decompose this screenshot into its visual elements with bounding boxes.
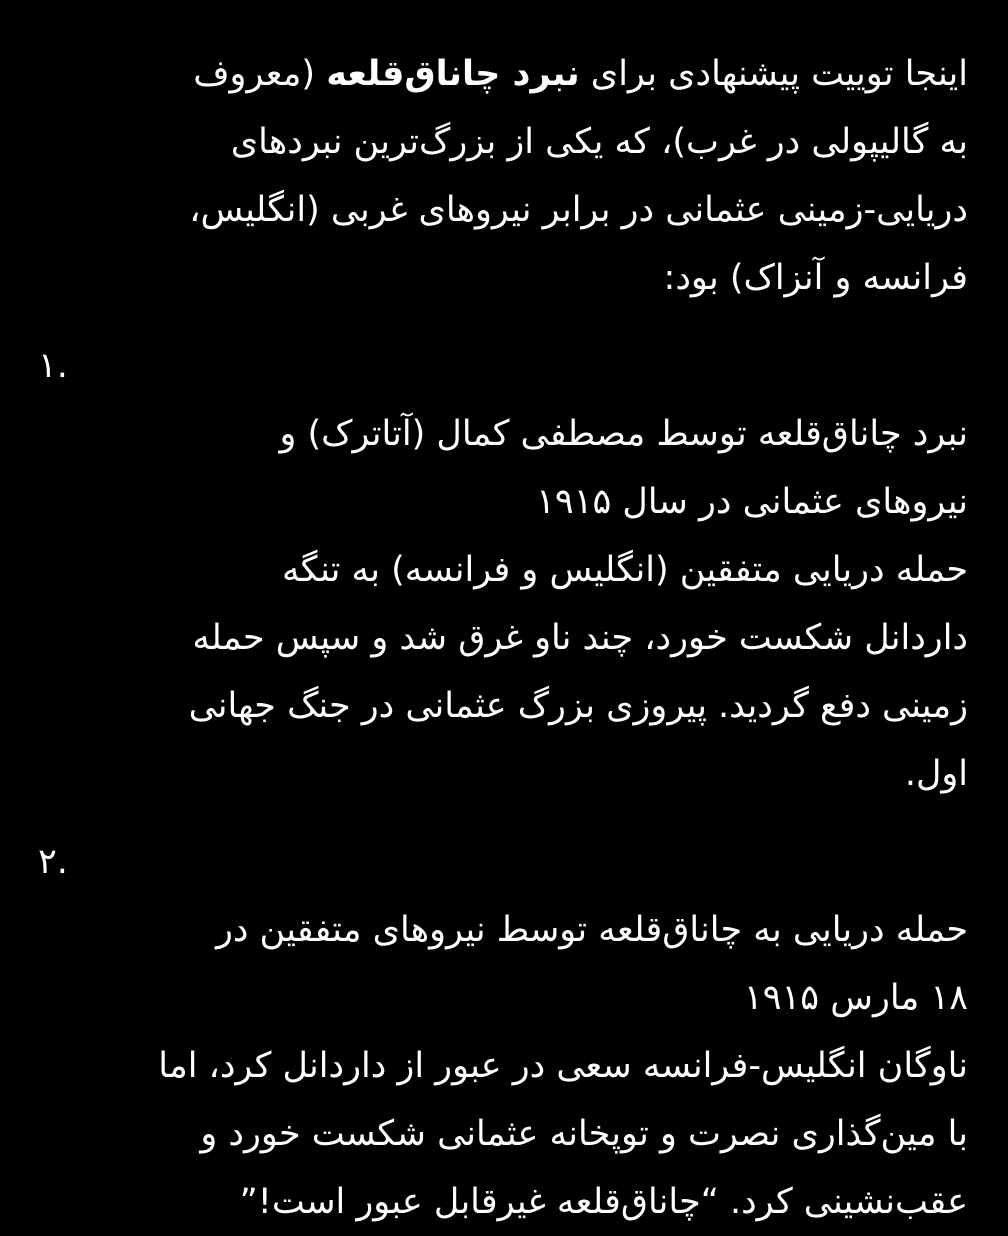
item-1-line: نبرد چاناق‌قلعه توسط مصطفی کمال (آتاترک) و <box>279 414 968 454</box>
intro-line-1-end: (معروف <box>193 54 327 94</box>
item-1-line: اول. <box>904 754 968 794</box>
item-1-line: زمینی دفع گردید. پیروزی بزرگ عثمانی در جنگ جهانی <box>188 686 968 726</box>
intro-line-1 <box>38 40 968 108</box>
paragraph-gap <box>38 312 968 332</box>
item-2-line: حمله دریایی به چاناق‌قلعه توسط نیروهای متفقین در <box>215 910 968 950</box>
intro-line-4: فرانسه و آنزاک) بود: <box>663 258 968 298</box>
item-2-line: با مین‌گذاری نصرت و توپخانه عثمانی شکست خورد و <box>200 1114 968 1154</box>
paragraph-gap <box>38 808 968 828</box>
intro-line-2: به گالیپولی در غرب)، که یکی از بزرگ‌ترین نبردهای <box>230 122 968 162</box>
item-2-line: ناوگان انگلیس-فرانسه سعی در عبور از داردانل کرد، اما <box>158 1046 968 1086</box>
item-2-line: ۱۸ مارس ۱۹۱۵ <box>743 978 968 1018</box>
intro-line-1-start: اینجا توییت پیشنهادی برای <box>579 54 968 94</box>
item-1-line: داردانل شکست خورد، چند ناو غرق شد و سپس حمله <box>192 618 968 658</box>
item-1-line: نیروهای عثمانی در سال ۱۹۱۵ <box>536 482 968 522</box>
item-2-line: عقب‌نشینی کرد. “چاناق‌قلعه غیرقابل عبور است!” <box>239 1182 968 1222</box>
intro-line-3: دریایی-زمینی عثمانی در برابر نیروهای غربی (انگلیس، <box>189 190 968 230</box>
item-1-number: ۱. <box>38 346 68 386</box>
battle-name-bold: نبرد چاناق‌قلعه <box>326 54 580 94</box>
item-2-number: ۲. <box>38 842 68 882</box>
item-1-line: حمله دریایی متفقین (انگلیس و فرانسه) به تنگه <box>281 550 968 590</box>
